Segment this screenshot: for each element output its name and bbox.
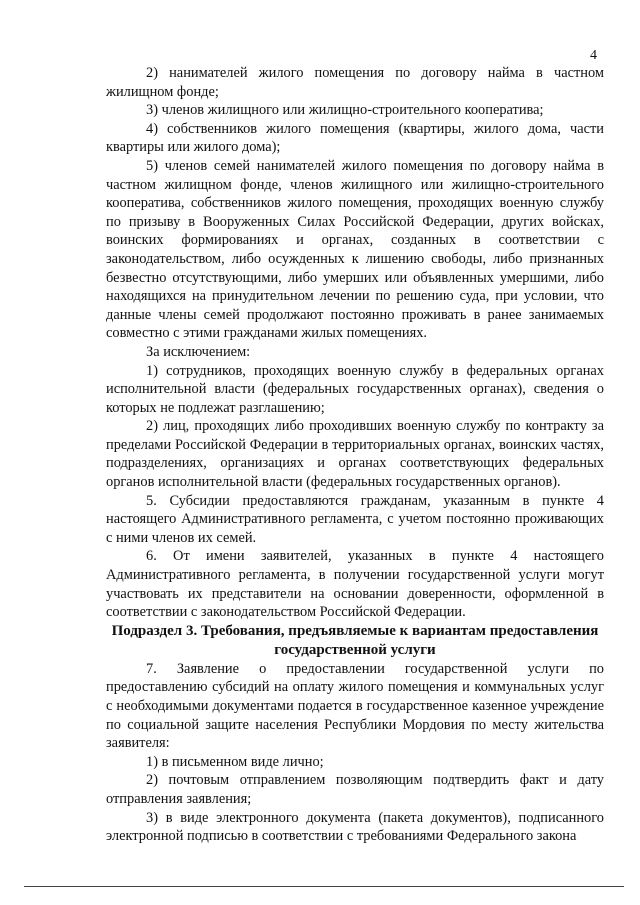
page-number: 4 [590, 48, 597, 63]
paragraph: 5. Субсидии предоставляются гражданам, указанным в пункте 4 настоящего Административного регламента, с учетом постоянно проживающих с ними членов их семей. [106, 492, 604, 546]
section-heading: Подраздел 3. Требования, предъявляемые к вариантам предоставления государственной услуги [111, 622, 599, 658]
paragraph: 1) в письменном виде лично; [146, 753, 324, 770]
document-body [106, 64, 604, 846]
paragraph: 1) сотрудников, проходящих военную службу в федеральных органах исполнительной власти (федеральных государственных органах), сведения о которых не подлежат разглашению; [106, 362, 604, 416]
paragraph: 3) в виде электронного документа (пакета документов), подписанного электронной подписью в соответствии с требованиями Федерального закона [106, 809, 604, 845]
footer-divider [24, 886, 624, 887]
paragraph: 5) членов семей нанимателей жилого помещения по договору найма в частном жилищном фонде, членов жилищного или жилищно-строительного кооператива, собственников жилого помещения, проходящих военную службу по призыву в Вооруженных Силах Российской Федерации, других войсках, воинских формированиях и органах, созданных в соответствии с законодательством, либо осужденных к лишению свободы, либо признанных безвестно отсутствующими, либо умерших или объявленных умершими, либо находящихся на принудительном лечении по решению суда, при условии, что данные члены семей продолжают постоянно проживать в ранее занимаемых совместно с этими гражданами жилых помещениях. [106, 157, 604, 342]
paragraph: 2) почтовым отправлением позволяющим подтвердить факт и дату отправления заявления; [106, 772, 604, 807]
paragraph: 7. Заявление о предоставлении государственной услуги по предоставлению субсидий на оплату жилого помещения и коммунальных услуг с необходимыми документами подается в государственное казенное учреждение по социальной защите населения Республики Мордовия по месту жительства заявителя: [106, 660, 604, 752]
paragraph: 6. От имени заявителей, указанных в пункте 4 настоящего Административного регламента, в получении государственной услуги могут участвовать их представители на основании доверенности, оформленной в соответствии с законодательством Российской Федерации. [106, 548, 604, 621]
paragraph: 2) лиц, проходящих либо проходивших военную службу по контракту за пределами Российской Федерации в территориальных органах, воинских частях, подразделениях, организациях и органах соответствующих федеральных органов исполнительной власти (федеральных государственных органов). [106, 418, 604, 491]
paragraph: 4) собственников жилого помещения (квартиры, жилого дома, части квартиры или жилого дома); [106, 120, 604, 156]
paragraph: 2) нанимателей жилого помещения по договору найма в частном жилищном фонде; [106, 65, 604, 100]
paragraph: 3) членов жилищного или жилищно-строительного кооператива; [146, 102, 544, 119]
paragraph: За исключением: [146, 343, 251, 360]
